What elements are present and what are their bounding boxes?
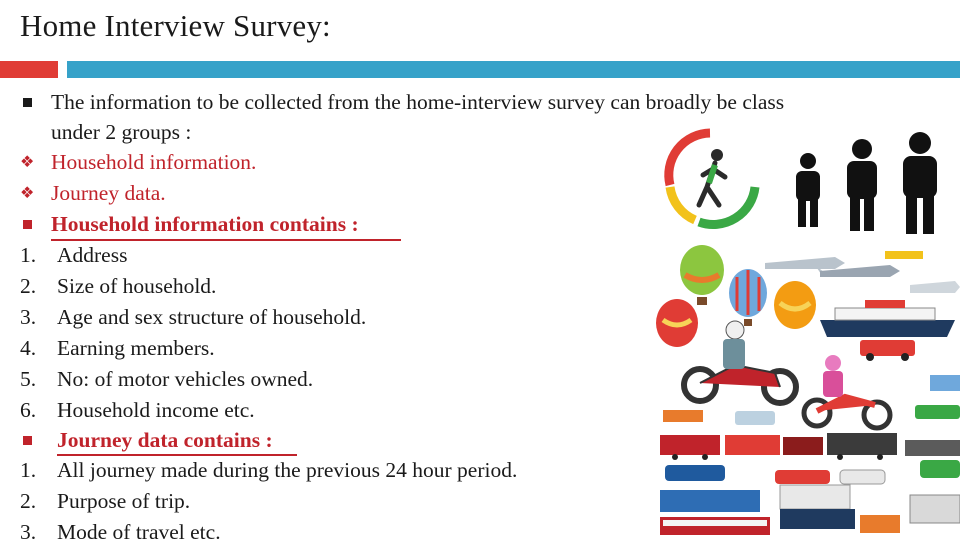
list-number: 3.	[20, 305, 37, 329]
diamond-bullet-icon: ❖	[20, 183, 35, 202]
list-item: Size of household.	[57, 274, 217, 298]
cars-row-icon	[665, 460, 960, 484]
list-number: 6.	[20, 398, 37, 422]
list-number: 4.	[20, 336, 37, 360]
bullet-square-icon	[23, 220, 32, 229]
heading-underline	[57, 454, 297, 456]
list-item: Household income etc.	[57, 398, 255, 422]
diamond-bullet-icon: ❖	[20, 152, 35, 171]
list-number: 1.	[20, 458, 37, 482]
group-item: Household information.	[51, 150, 257, 174]
train-icon	[660, 433, 960, 460]
list-item: Mode of travel etc.	[57, 520, 221, 544]
household-heading: Household information contains :	[51, 212, 359, 236]
bus-truck-icon	[660, 485, 960, 535]
list-item: Age and sex structure of household.	[57, 305, 367, 329]
slide-title: Home Interview Survey:	[20, 8, 331, 43]
bullet-square-icon	[23, 98, 32, 107]
list-item: No: of motor vehicles owned.	[57, 367, 314, 391]
list-number: 5.	[20, 367, 37, 391]
walking-person-logo-icon	[669, 133, 755, 224]
list-number: 3.	[20, 520, 37, 544]
intro-line-1: The information to be collected from the home-interview survey can broadly be class	[51, 90, 785, 114]
title-accent-bar-blue	[67, 61, 960, 78]
transport-modes-illustration	[655, 125, 960, 540]
people-figures-icon	[796, 132, 937, 234]
list-number: 2.	[20, 489, 37, 513]
list-item: Purpose of trip.	[57, 489, 191, 513]
ship-icon	[820, 300, 955, 337]
list-item: All journey made during the previous 24 hour period.	[57, 458, 518, 482]
title-accent-bar-red	[0, 61, 58, 78]
list-number: 2.	[20, 274, 37, 298]
heading-underline	[51, 239, 401, 241]
journey-heading: Journey data contains :	[57, 428, 273, 452]
list-item: Earning members.	[57, 336, 215, 360]
group-item: Journey data.	[51, 181, 166, 205]
list-number: 1.	[20, 243, 37, 267]
intro-line-2: under 2 groups :	[51, 120, 192, 144]
motorcycle-icon	[684, 321, 890, 428]
list-item: Address	[57, 243, 128, 267]
bullet-square-icon	[23, 436, 32, 445]
